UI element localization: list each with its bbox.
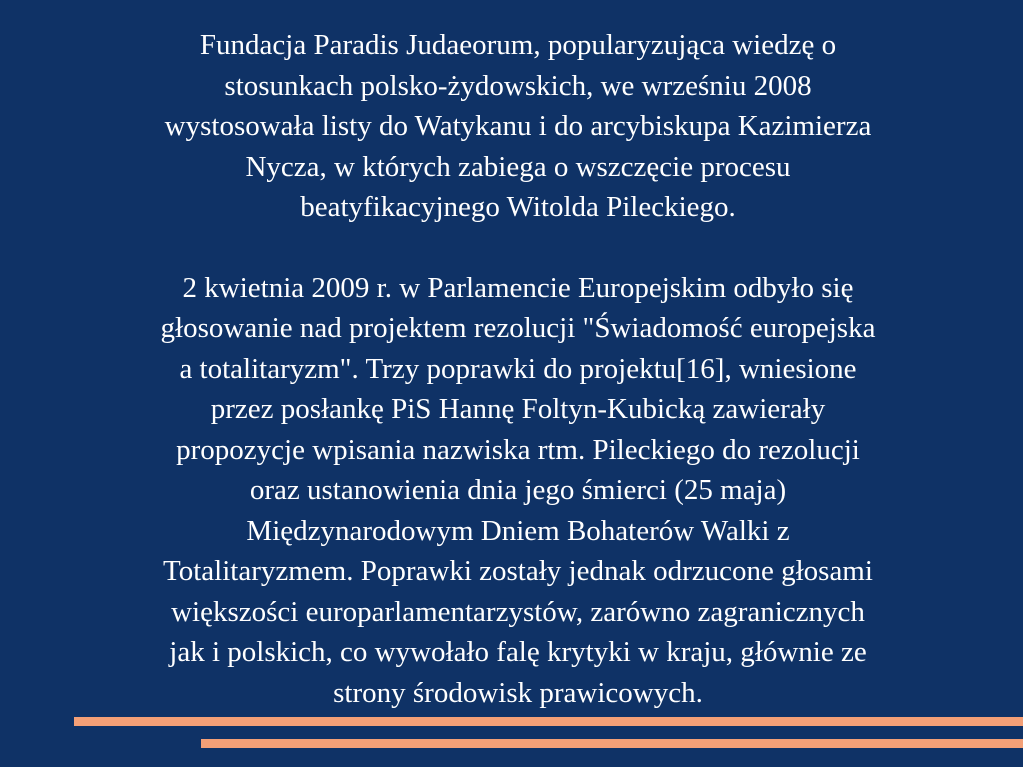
text-line: a totalitaryzm". Trzy poprawki do projektu[16], wniesione: [179, 352, 857, 385]
paragraph-2: [60, 268, 976, 714]
text-line: przez posłankę PiS Hannę Foltyn-Kubicką zawierały: [210, 393, 826, 425]
text-line: 2 kwietnia 2009 r. w Parlamencie Europejskim odbyło się: [182, 271, 854, 304]
decorative-rule-top: [74, 717, 1023, 726]
slide-text: [60, 25, 976, 713]
text-line: jak i polskich, co wywołało falę krytyki w kraju, głównie ze: [169, 636, 867, 668]
text-line: propozycje wpisania nazwiska rtm. Pileckiego do rezolucji: [176, 433, 860, 466]
decorative-rule-bottom: [201, 739, 1023, 748]
text-line: stosunkach polsko-żydowskich, we wrześniu 2008: [224, 69, 812, 102]
text-line: Totalitaryzmem. Poprawki zostały jednak odrzucone głosami: [163, 555, 873, 587]
text-line: Nycza, w których zabiega o wszczęcie procesu: [245, 150, 791, 183]
text-line: oraz ustanowienia dnia jego śmierci (25 maja): [249, 474, 787, 506]
text-line: wystosowała listy do Watykanu i do arcybiskupa Kazimierza: [164, 110, 872, 142]
paragraph-gap: [60, 228, 976, 268]
text-line: Fundacja Paradis Judaeorum, popularyzująca wiedzę o: [199, 29, 837, 61]
text-line: głosowanie nad projektem rezolucji "Świadomość europejska: [160, 312, 876, 344]
text-line: strony środowisk prawicowych.: [333, 676, 703, 709]
text-line: większości europarlamentarzystów, zarówno zagranicznych: [171, 595, 865, 628]
text-line: Międzynarodowym Dniem Bohaterów Walki z: [246, 514, 790, 547]
paragraph-1: [60, 25, 976, 228]
text-line: beatyfikacyjnego Witolda Pileckiego.: [300, 191, 736, 223]
